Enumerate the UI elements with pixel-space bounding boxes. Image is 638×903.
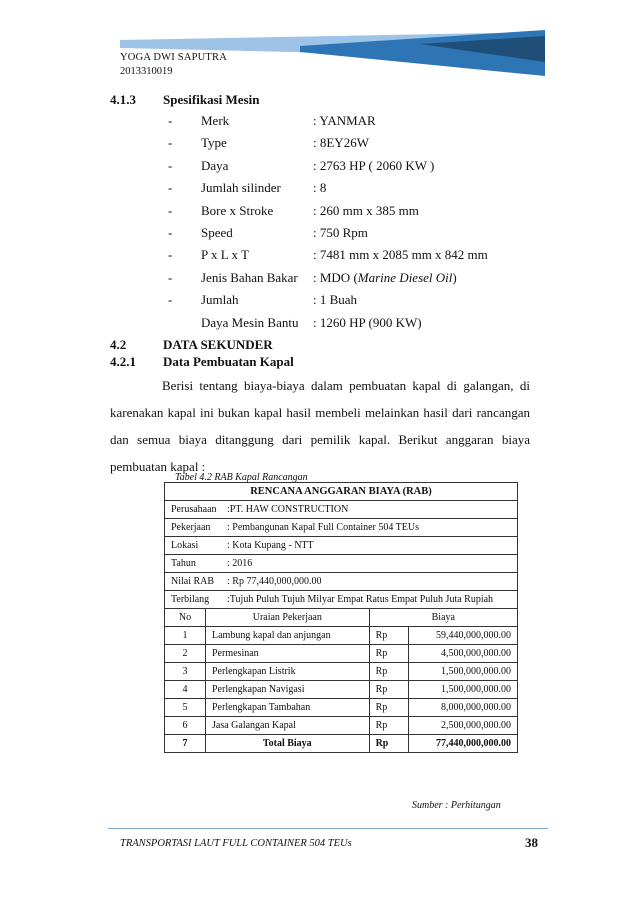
row-item: Perlengkapan Tambahan <box>206 699 370 717</box>
row-item: Perlengkapan Listrik <box>206 663 370 681</box>
spec-value: : 2763 HP ( 2060 KW ) <box>313 157 435 173</box>
info-row <box>165 591 518 609</box>
row-currency: Rp <box>369 717 408 735</box>
row-no: 4 <box>165 681 206 699</box>
spec-value-italic: Marine Diesel Oil <box>357 269 453 285</box>
info-value: :PT. HAW CONSTRUCTION <box>227 504 349 515</box>
section-number: 4.2 <box>110 337 127 352</box>
info-row <box>165 519 518 537</box>
spec-value: : 1260 HP (900 KW) <box>313 314 422 330</box>
spec-bullet: - <box>168 113 173 128</box>
table-row <box>165 717 518 735</box>
info-cell <box>165 555 518 573</box>
info-row <box>165 555 518 573</box>
table-header-row <box>165 609 518 627</box>
section-title: Spesifikasi Mesin <box>163 92 260 107</box>
spec-bullet: - <box>168 157 173 173</box>
info-label: Perusahaan <box>171 504 217 515</box>
header-uraian: Uraian Pekerjaan <box>206 609 370 627</box>
row-amount: 4,500,000,000.00 <box>408 645 517 663</box>
footer-text: TRANSPORTASI LAUT FULL CONTAINER 504 TEUs <box>120 838 352 849</box>
total-currency: Rp <box>369 735 408 753</box>
info-value: :Tujuh Puluh Tujuh Milyar Empat Ratus Empat Puluh Juta Rupiah <box>227 594 494 605</box>
info-cell <box>165 537 518 555</box>
spec-value: : 1 Buah <box>313 292 358 308</box>
section-number: 4.1.3 <box>110 92 136 107</box>
row-item: Perlengkapan Navigasi <box>206 681 370 699</box>
info-cell <box>165 501 518 519</box>
spec-label: Jumlah <box>201 292 239 308</box>
header-biaya: Biaya <box>369 609 517 627</box>
spec-value-pre: : MDO ( <box>313 269 358 285</box>
row-currency: Rp <box>369 663 408 681</box>
spec-bullet: - <box>168 292 173 308</box>
row-currency: Rp <box>369 627 408 645</box>
spec-value: : YANMAR <box>313 113 376 128</box>
total-amount: 77,440,000,000.00 <box>408 735 517 753</box>
info-value: : Rp 77,440,000,000.00 <box>227 576 322 587</box>
table-row <box>165 699 518 717</box>
row-item: Permesinan <box>206 645 370 663</box>
spec-label: Daya <box>201 157 229 173</box>
info-row <box>165 501 518 519</box>
spec-bullet: - <box>168 225 173 240</box>
spec-label: Speed <box>201 225 233 240</box>
section-number: 4.2.1 <box>110 354 136 369</box>
header-author: YOGA DWI SAPUTRA <box>120 52 228 63</box>
row-amount: 59,440,000,000.00 <box>408 627 517 645</box>
info-row <box>165 537 518 555</box>
spec-label: Daya Mesin Bantu <box>201 314 299 330</box>
info-value: : Pembangunan Kapal Full Container 504 TEUs <box>227 522 420 533</box>
spec-value <box>313 270 457 286</box>
row-item: Lambung kapal dan anjungan <box>206 627 370 645</box>
row-amount: 1,500,000,000.00 <box>408 681 517 699</box>
total-row <box>165 735 518 753</box>
total-no: 7 <box>165 735 206 753</box>
info-cell <box>165 573 518 591</box>
spec-bullet: - <box>168 269 173 285</box>
info-label: Tahun <box>171 558 196 569</box>
table-row <box>165 627 518 645</box>
table-row <box>165 681 518 699</box>
info-row <box>165 573 518 591</box>
spec-bullet: - <box>168 135 173 151</box>
row-amount: 1,500,000,000.00 <box>408 663 517 681</box>
table-row <box>165 645 518 663</box>
section-title: Data Pembuatan Kapal <box>163 354 294 369</box>
row-no: 6 <box>165 717 206 735</box>
spec-bullet: - <box>168 202 173 218</box>
table-row <box>165 663 518 681</box>
spec-value: : 8EY26W <box>313 135 369 151</box>
spec-label: P x L x T <box>201 247 249 263</box>
info-value: : 2016 <box>227 558 253 569</box>
row-currency: Rp <box>369 645 408 663</box>
spec-value-post: ) <box>452 269 457 285</box>
header-nim: 2013310019 <box>120 66 173 77</box>
spec-label: Bore x Stroke <box>201 202 274 218</box>
row-no: 5 <box>165 699 206 717</box>
row-no: 1 <box>165 627 206 645</box>
info-label: Terbilang <box>171 594 210 605</box>
row-currency: Rp <box>369 681 408 699</box>
row-no: 3 <box>165 663 206 681</box>
section-title: DATA SEKUNDER <box>163 337 273 352</box>
row-currency: Rp <box>369 699 408 717</box>
spec-bullet: - <box>168 180 173 196</box>
spec-value: : 7481 mm x 2085 mm x 842 mm <box>313 247 488 263</box>
table-caption: Tabel 4.2 RAB Kapal Rancangan <box>175 472 308 483</box>
row-amount: 2,500,000,000.00 <box>408 717 517 735</box>
spec-label: Type <box>201 135 227 151</box>
info-label: Lokasi <box>171 540 199 551</box>
table-title: RENCANA ANGGARAN BIAYA (RAB) <box>165 483 518 501</box>
row-no: 2 <box>165 645 206 663</box>
spec-value: : 8 <box>313 180 327 196</box>
spec-value: : 750 Rpm <box>313 225 368 240</box>
spec-label: Jumlah silinder <box>201 180 281 196</box>
spec-label: Jenis Bahan Bakar <box>201 269 298 285</box>
spec-value: : 260 mm x 385 mm <box>313 202 419 218</box>
total-label: Total Biaya <box>206 735 370 753</box>
row-item: Jasa Galangan Kapal <box>206 717 370 735</box>
row-amount: 8,000,000,000.00 <box>408 699 517 717</box>
info-cell <box>165 591 518 609</box>
info-label: Pekerjaan <box>171 522 211 533</box>
header-no: No <box>165 609 206 627</box>
footer-divider <box>108 828 548 829</box>
info-cell <box>165 519 518 537</box>
table-source: Sumber : Perhitungan <box>412 800 501 811</box>
page-number: 38 <box>525 835 538 850</box>
spec-bullet: - <box>168 247 173 263</box>
rab-table <box>164 482 518 753</box>
info-value: : Kota Kupang - NTT <box>227 540 314 551</box>
info-label: Nilai RAB <box>171 576 215 587</box>
header-band <box>0 0 638 90</box>
body-paragraph: Berisi tentang biaya-biaya dalam pembuatan kapal di galangan, di karenakan kapal ini bukan kapal hasil membeli melainkan hasil dari rancangan dan semua biaya ditanggung dari pemilik kapal. Berikut anggaran biaya pembuatan kapal : <box>110 378 530 474</box>
spec-label: Merk <box>201 113 230 128</box>
